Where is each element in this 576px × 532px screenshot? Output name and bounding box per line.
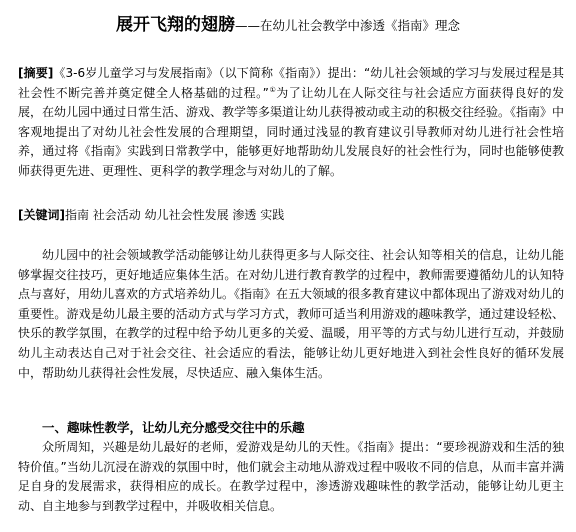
abstract-paragraph <box>18 64 564 182</box>
body-paragraph-1: 幼儿园中的社会领域教学活动能够让幼儿获得更多与人际交往、社会认知等相关的信息，让幼儿能够掌握交往技巧，更好地适应集体生活。在对幼儿进行教育教学的过程中，教师需要遵循幼儿的认知特点与喜好，用幼儿喜欢的方式培养幼儿。《指南》在五大领域的很多教育建议中都体现出了游戏对幼儿的重要性。游戏是幼儿最主要的活动方式与学习方式，教师可适当利用游戏的趣味教学，通过建设轻松、快乐的教学氛围，在教学的过程中给予幼儿更多的关爱、温暖，用平等的方式与幼儿进行互动，并鼓励幼儿主动表达自己对于社会交往、社会适应的看法，能够让幼儿更好地进入到社会性良好的循环发展中，帮助幼儿获得社会性发展，尽快适应、融入集体生活。 <box>18 248 565 380</box>
title-main: 展开飞翔的翅膀 <box>115 15 235 35</box>
keywords-text: 指南 社会活动 幼儿社会性发展 渗透 实践 <box>64 208 285 222</box>
section-heading: 一、趣味性教学，让幼儿充分感受交往中的乐趣 <box>42 420 305 435</box>
keywords-label: [关键词] <box>18 208 65 222</box>
abstract-label: [摘要] <box>18 66 54 80</box>
document-title <box>0 10 576 35</box>
footnote-marker: ① <box>268 85 277 94</box>
keywords-line <box>18 206 564 226</box>
body-paragraph-2: 众所周知，兴趣是幼儿最好的老师，爱游戏是幼儿的天性。《指南》提出：“要珍视游戏和生活的独特价值。”当幼儿沉浸在游戏的氛围中时，他们就会主动地从游戏过程中吸收不同的信息，从而丰富并满足自身的发展需求，获得相应的成长。在教学过程中，渗透游戏趣味性的教学活动，能够让幼儿更主动、自主地参与到教学过程中，并吸收相关信息。 <box>18 440 564 513</box>
abstract-text-a: 《3-6岁儿童学习与发展指南》（以下简称《指南》）提出：“幼儿社会领域的学习与发展过程是其社会性不断完善并奠定健全人格基础的过程。” <box>18 66 564 100</box>
abstract-text-b: 为了让幼儿在人际交往与社会适应方面获得良好的发展，在幼儿园中通过日常生活、游戏、教学等多渠道让幼儿获得被动或主动的积极交往经验。《指南》中客观地提出了对幼儿社会性发展的合理期望，同时通过浅显的教育建议引导教师对幼儿进行社会性培养，通过将《指南》实践到日常教学中，能够更好地帮助幼儿发展良好的社会性行为，同时也能够使教师获得更先进、更理性、更科学的教学理念与对幼儿的了解。 <box>18 85 565 178</box>
title-subtitle: ——在幼儿社会教学中渗透《指南》理念 <box>234 18 460 33</box>
